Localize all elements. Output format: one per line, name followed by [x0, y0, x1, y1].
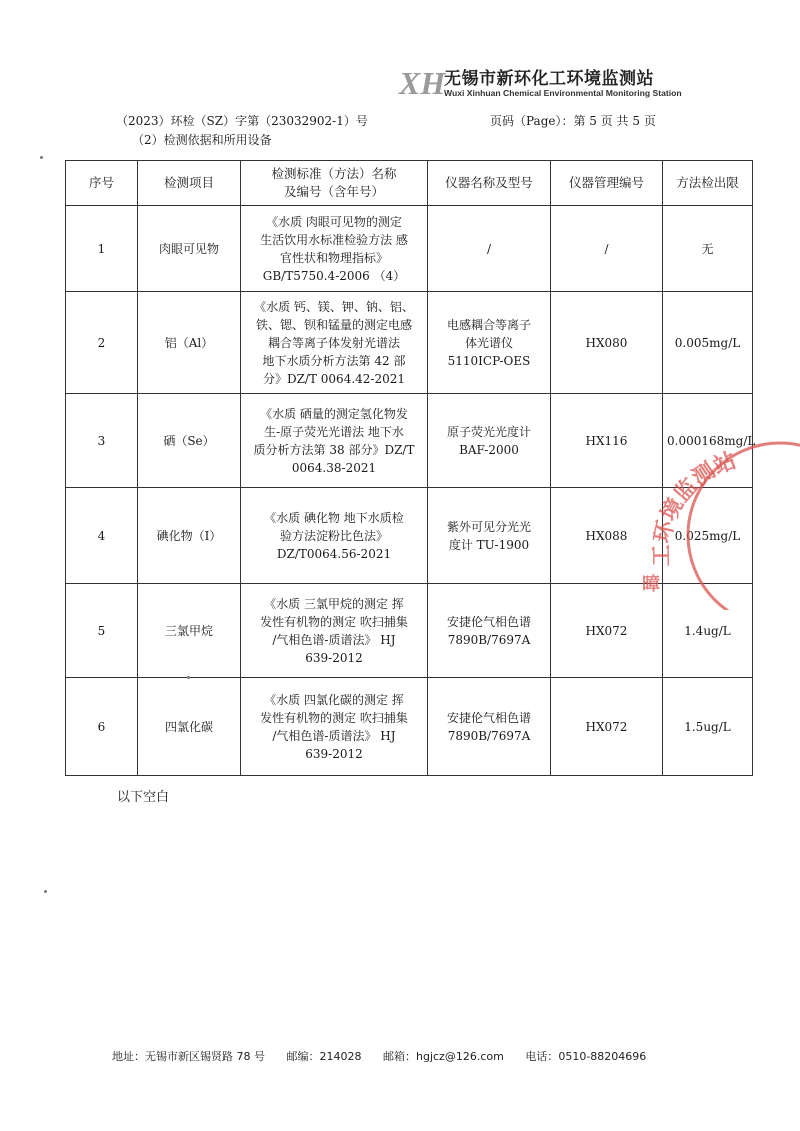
- instrument-line: /: [486, 241, 492, 256]
- table-row: [66, 206, 753, 292]
- cell-seq: 1: [66, 206, 138, 292]
- cell-limit: 1.4ug/L: [663, 584, 753, 678]
- instrument-line: 5110ICP-OES: [447, 353, 531, 368]
- standard-line: 《水质 硒量的测定氢化物发: [260, 406, 408, 421]
- standard-line: 发性有机物的测定 吹扫捕集: [260, 614, 408, 629]
- cell-instrument: [428, 292, 551, 394]
- header-instrument: 仪器名称及型号: [428, 161, 551, 206]
- standard-line: 发性有机物的测定 吹扫捕集: [260, 710, 408, 725]
- cell-limit: 无: [663, 206, 753, 292]
- cell-standard: [241, 584, 428, 678]
- footer-phone: 电话：0510-88204696: [525, 1050, 647, 1063]
- instrument-line: 电感耦合等离子: [446, 317, 531, 332]
- cell-seq: 3: [66, 394, 138, 488]
- cell-item: 四氯化碳: [138, 678, 241, 776]
- cell-item: 硒（Se）: [138, 394, 241, 488]
- header-standard-line2: 及编号（含年号）: [283, 184, 384, 199]
- cell-limit: 0.005mg/L: [663, 292, 753, 394]
- section-title: （2）检测依据和所用设备: [132, 133, 272, 147]
- footer-postcode: 邮编：214028: [286, 1050, 362, 1063]
- blank-note: 以下空白: [117, 790, 170, 805]
- cell-seq: 4: [66, 488, 138, 584]
- page-info: 页码（Page）：第 5 页 共 5 页: [490, 114, 656, 128]
- cell-code: HX116: [551, 394, 663, 488]
- header-seq: 序号: [66, 161, 138, 206]
- header-code: 仪器管理编号: [551, 161, 663, 206]
- cell-instrument: [428, 488, 551, 584]
- instrument-line: 7890B/7697A: [447, 728, 531, 743]
- instrument-line: 体光谱仪: [464, 335, 513, 350]
- standard-line: 质分析方法第 38 部分》DZ/T: [253, 442, 415, 457]
- cell-seq: 6: [66, 678, 138, 776]
- cell-instrument: [428, 394, 551, 488]
- footer-email: 邮箱：hgjcz@126.com: [383, 1050, 504, 1063]
- cell-code: HX080: [551, 292, 663, 394]
- logo-mark-icon: [398, 60, 446, 102]
- cell-item: 碘化物（I）: [138, 488, 241, 584]
- standard-line: 639-2012: [305, 746, 363, 761]
- header-item: 检测项目: [138, 161, 241, 206]
- logo-name: 无锡市新环化工环境监测站: [444, 69, 654, 89]
- cell-code: HX072: [551, 584, 663, 678]
- instrument-line: BAF-2000: [459, 442, 519, 457]
- cell-standard: [241, 206, 428, 292]
- standard-line: 分》DZ/T 0064.42-2021: [262, 371, 406, 386]
- scan-mark: [40, 156, 43, 159]
- cell-seq: 2: [66, 292, 138, 394]
- scan-mark: [44, 890, 47, 893]
- cell-item: 三氯甲烷: [138, 584, 241, 678]
- cell-instrument: [428, 584, 551, 678]
- standard-line: 《水质 肉眼可见物的测定: [266, 214, 402, 229]
- standard-line: 验方法淀粉比色法》: [279, 528, 388, 543]
- logo: [398, 60, 698, 108]
- cell-instrument: [428, 678, 551, 776]
- standard-line: 耦合等离子体发射光谱法: [267, 335, 400, 350]
- instrument-line: 7890B/7697A: [447, 632, 531, 647]
- footer-address: 地址：无锡市新区锡贤路 78 号: [112, 1050, 265, 1063]
- cell-item: 铝（Al）: [138, 292, 241, 394]
- header-limit: 方法检出限: [663, 161, 753, 206]
- standard-line: 生活饮用水标准检验方法 感: [260, 232, 408, 247]
- standard-line: 铁、锶、钡和锰量的测定电感: [255, 317, 412, 332]
- standard-line: 地下水质分析方法第 42 部: [262, 353, 406, 368]
- cell-code: /: [551, 206, 663, 292]
- instrument-line: 紫外可见分光光: [446, 519, 531, 534]
- header-standard-line1: 检测标准（方法）名称: [271, 166, 397, 181]
- standard-line: 《水质 三氯甲烷的测定 挥: [264, 596, 404, 611]
- svg-text:XH: XH: [399, 65, 446, 101]
- cell-limit: 0.025mg/L: [663, 488, 753, 584]
- cell-code: HX088: [551, 488, 663, 584]
- header-standard: [241, 161, 428, 206]
- standard-line: DZ/T0064.56-2021: [276, 546, 392, 561]
- cell-code: HX072: [551, 678, 663, 776]
- standard-line: /气相色谱-质谱法》 HJ: [272, 632, 396, 647]
- cell-limit: 0.000168mg/L: [663, 394, 753, 488]
- table-row: [66, 292, 753, 394]
- instrument-line: 度计 TU-1900: [448, 537, 530, 552]
- instrument-line: 安捷伦气相色谱: [446, 710, 531, 725]
- standard-line: 官性状和物理指标》: [279, 250, 388, 265]
- standard-line: 0064.38-2021: [291, 460, 377, 475]
- seal-text: 工环境监测站: [649, 448, 740, 567]
- report-number: （2023）环检（SZ）字第（23032902-1）号: [116, 114, 368, 128]
- instrument-line: 安捷伦气相色谱: [446, 614, 531, 629]
- scan-mark: [187, 676, 190, 679]
- logo-subtitle: Wuxi Xinhuan Chemical Environmental Monitoring Station: [444, 88, 682, 98]
- cell-standard: [241, 394, 428, 488]
- cell-limit: 1.5ug/L: [663, 678, 753, 776]
- standard-line: 《水质 四氯化碳的测定 挥: [264, 692, 404, 707]
- cell-standard: [241, 292, 428, 394]
- cell-seq: 5: [66, 584, 138, 678]
- standard-line: 639-2012: [305, 650, 363, 665]
- cell-item: 肉眼可见物: [138, 206, 241, 292]
- table-row: [66, 678, 753, 776]
- standard-line: GB/T5750.4-2006 （4）: [262, 268, 406, 283]
- cell-standard: [241, 678, 428, 776]
- standard-line: /气相色谱-质谱法》 HJ: [272, 728, 396, 743]
- cell-instrument: [428, 206, 551, 292]
- standard-line: 《水质 钙、镁、钾、钠、铝、: [254, 299, 414, 314]
- standard-line: 《水质 碘化物 地下水质检: [264, 510, 404, 525]
- seal-tail-text: 暲: [642, 574, 660, 595]
- standard-line: 生-原子荧光光谱法 地下水: [264, 424, 404, 439]
- instrument-line: 原子荧光光度计: [446, 424, 531, 439]
- footer: [112, 1048, 664, 1064]
- official-seal-icon: [630, 430, 800, 610]
- svg-text:工环境监测站: [650, 447, 740, 566]
- cell-standard: [241, 488, 428, 584]
